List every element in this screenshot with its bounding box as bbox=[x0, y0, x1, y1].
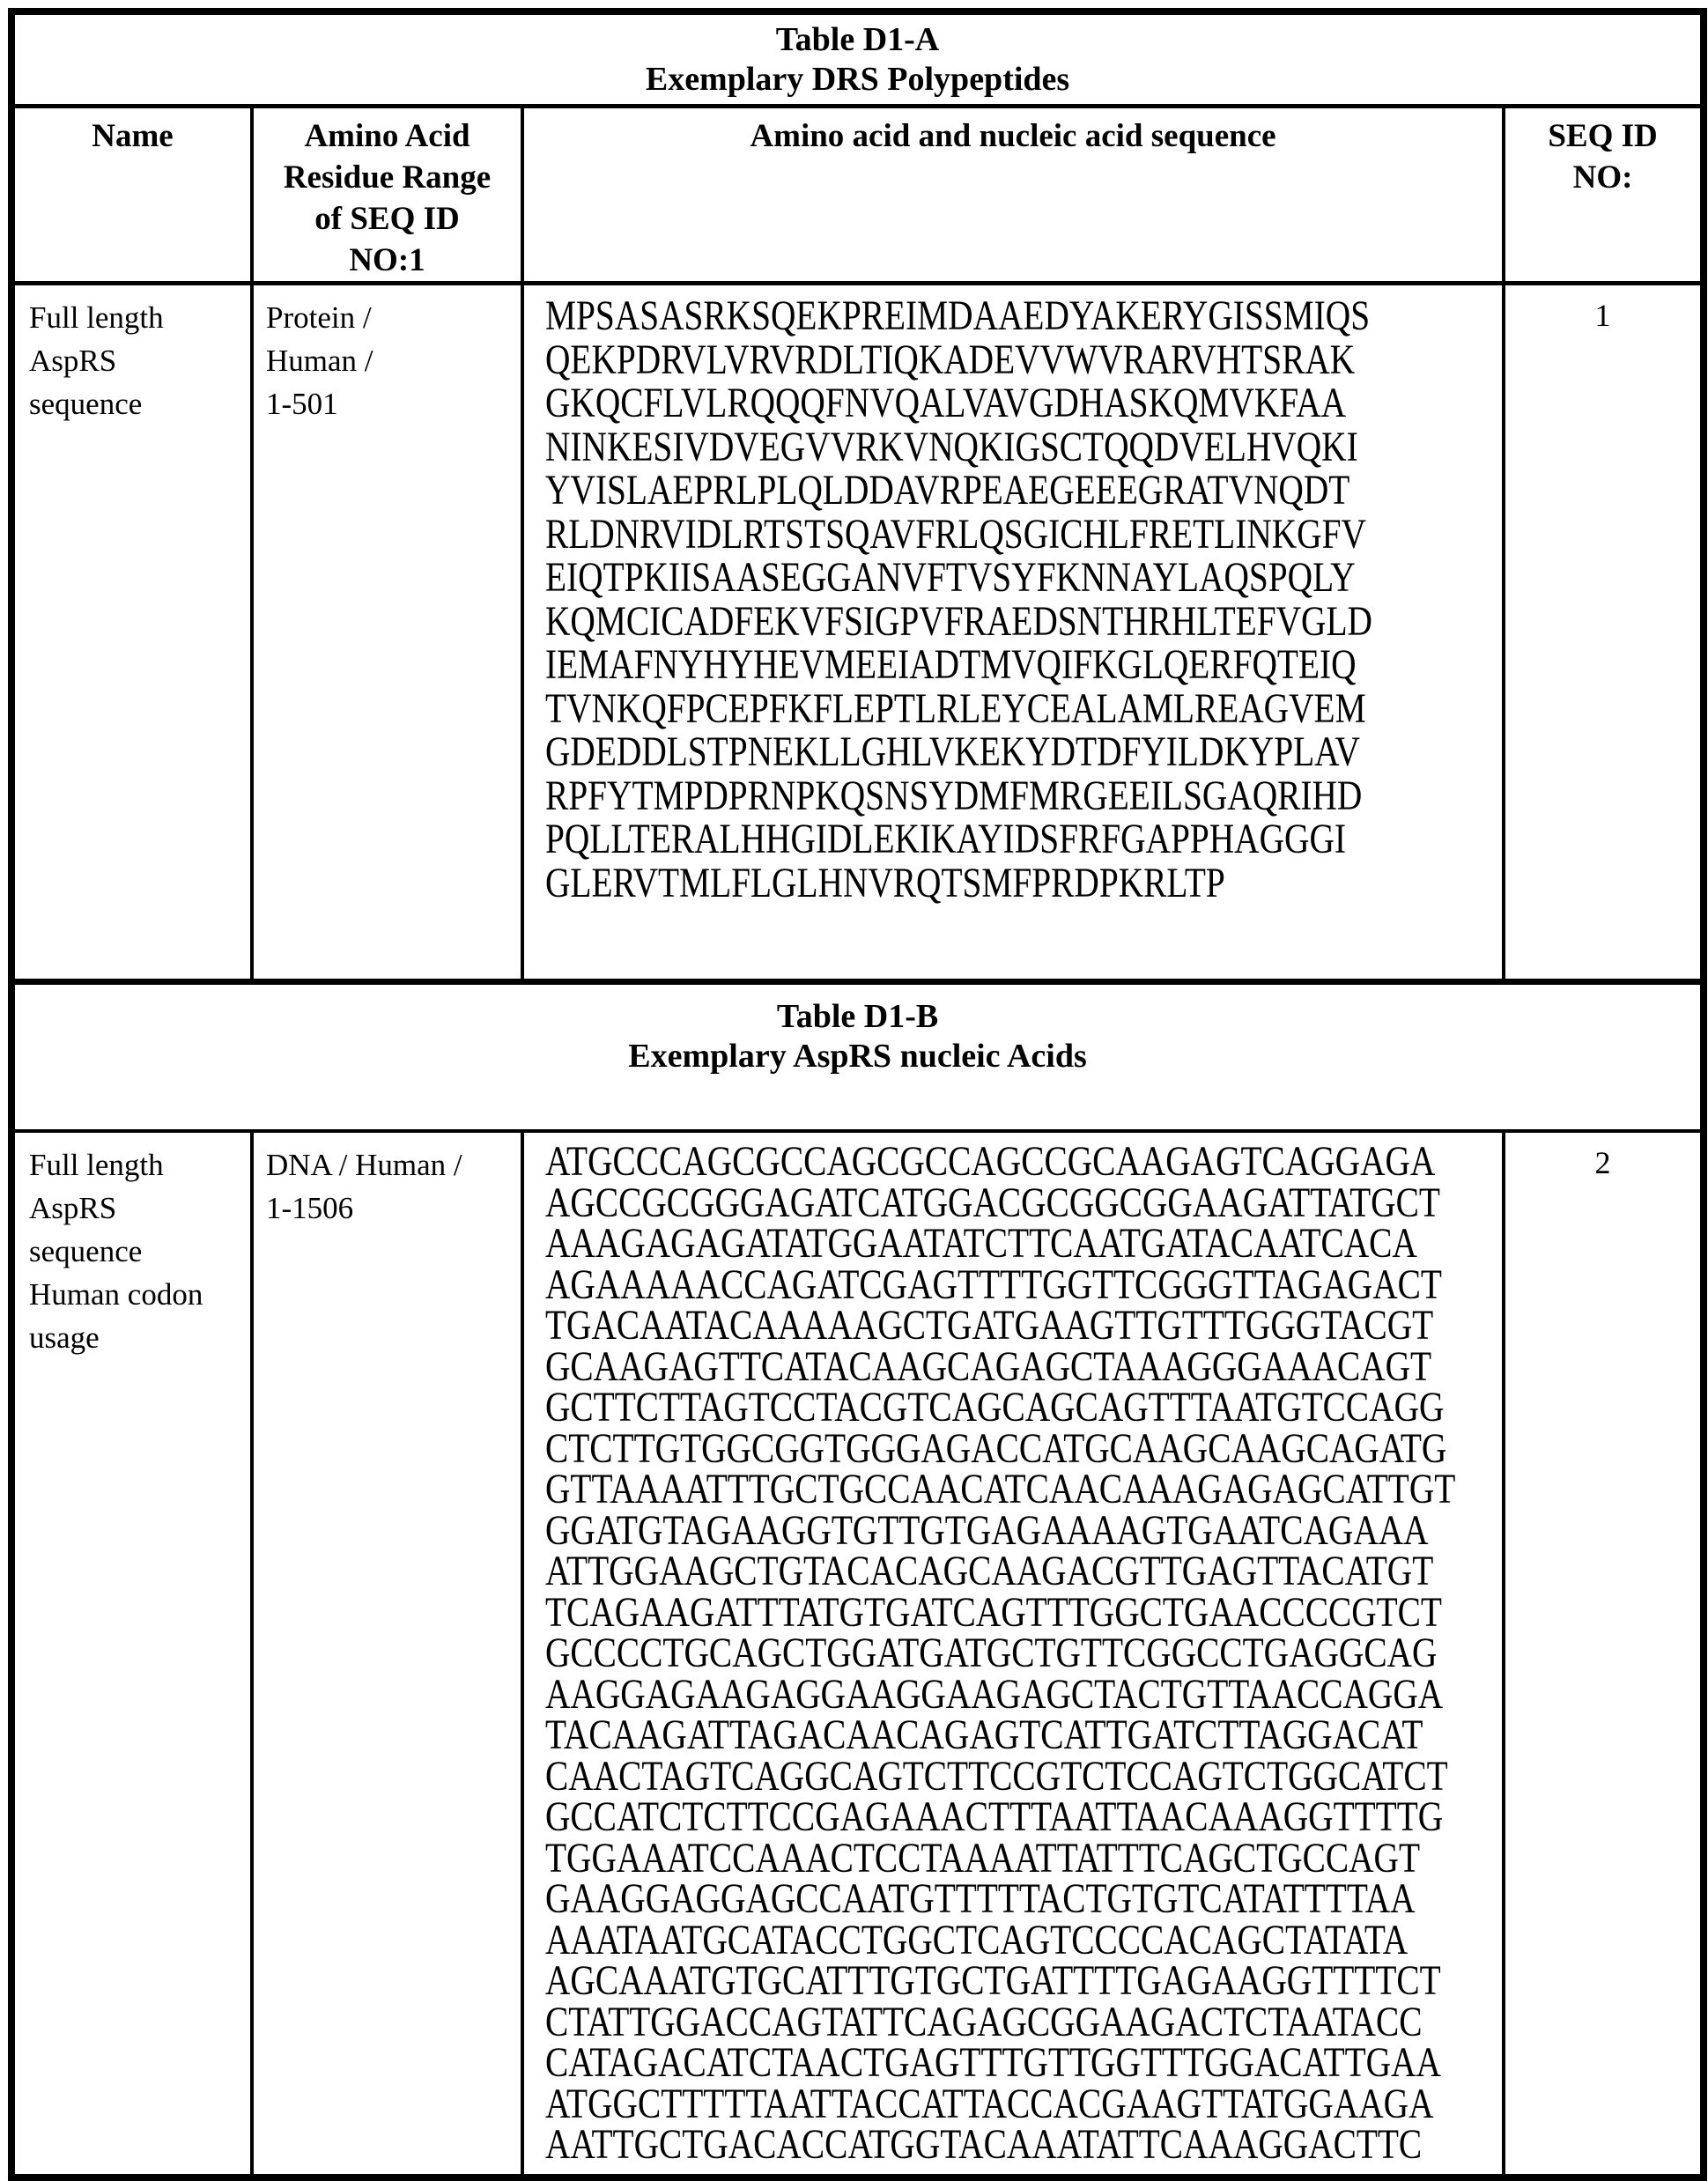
d1b-row-residue-range: DNA / Human / 1-1506 bbox=[252, 1131, 522, 2177]
d1b-row-sequence-cell bbox=[522, 1131, 1504, 2177]
table-d1b-data-row bbox=[11, 1131, 1704, 2177]
column-header-name: Name bbox=[11, 107, 252, 284]
d1a-row-seq-id-no: 1 bbox=[1504, 284, 1704, 982]
d1a-row-residue-range: Protein / Human / 1-501 bbox=[252, 284, 522, 982]
d1b-row-seq-id-no: 2 bbox=[1504, 1131, 1704, 2177]
table-d1b-title-cell bbox=[11, 982, 1704, 1132]
dna-sequence: ATGCCCAGCGCCAGCGCCAGCCGCAAGAGTCAGGAGA AGCCGCGGGAGATCATGGACGCGGCGGAAGATTATGCT AAAGAGAGATATGGAATATCTTCAATGATACAATCACA AGAAAAACCAGATCGAGTTTTGGTTCGGGTTAGAGACT TGACAATACAAAAAGCTGATGAAGTTGTTTGGGTACGT GCAAGAGTTCATACAAGCAGAGCTAAAGGGAAACAGT GCTTCTTAGTCCTACGTCAGCAGCAGTTTAATGTCCAGG CTCTTGTGGCGGTGGGAGACCATGCAAGCAAGCAGATG GTTAAAATTTGCTGCCAACATCAACAAAGAGAGCATTGT GGATGTAGAAGGTGTTGTGAGAAAAGTGAATCAGAAA ATTGGAAGCTGTACACAGCAAGACGTTGAGTTACATGT TCAGAAGATTTATGTGATCAGTTTGGCTGAACCCCGTCT GCCCCTGCAGCTGGATGATGCTGTTCGGCCTGAGGCAG AAGGAGAAGAGGAAGGAAGAGCTACTGTTAACCAGGA TACAAGATTAGACAACAGAGTCATTGATCTTAGGACAT CAACTAGTCAGGCAGTCTTCCGTCTCCAGTCTGGCATCT GCCATCTCTTCCGAGAAACTTTAATTAACAAAGGTTTTG TGGAAATCCAAACTCCTAAAATTATTTCAGCTGCCAGT GAAGGAGGAGCCAATGTTTTTACTGTGTCATATTTTAA AAATAATGCATACCTGGCTCAGTCCCCACAGCTATATA AGCAAATGTGCATTTGTGCTGATTTTGAGAAGGTTTTCT CTATTGGACCAGTATTCAGAGCGGAAGACTCTAATACC CATAGACATCTAACTGAGTTTGTTGGTTTGGACATTGAA ATGGCTTTTTAATTACCATTACCACGAAGTTATGGAAGA AATTGCTGACACCATGGTACAAATATTCAAAGGACTTC bbox=[545, 1138, 1456, 2168]
table-d1a-data-row bbox=[11, 284, 1704, 982]
column-header-seq-id: SEQ ID NO: bbox=[1504, 107, 1704, 284]
column-header-residue-range: Amino Acid Residue Range of SEQ ID NO:1 bbox=[252, 107, 522, 284]
protein-sequence: MPSASASRKSQEKPREIMDAAEDYAKERYGISSMIQS QEKPDRVLVRVRDLTIQKADEVVWVRARVHTSRAK GKQCFLVLRQQQFNVQALVAVGDHASKQMVKFAA NINKESIVDVEGVVRKVNQKIGSCTQQDVELHVQKI YVISLAEPRLPLQLDDAVRPEAEGEEEGRATVNQDT RLDNRVIDLRTSTSQAVFRLQSGICHLFRETLINKGFV EIQTPKIISAASEGGANVFTVSYFKNNAYLAQSPQLY KQMCICADFEKVFSIGPVFRAEDSNTHRHLTEFVGLD IEMAFNYHYHEVMEEIADTMVQIFKGLQERFQTEIQ TVNKQFPCEPFKFLEPTLRLEYCEALAMLREAGVEM GDEDDLSTPNEKLLGHLVKEKYDTDFYILDKYPLAV RPFYTMPDPRNPKQSNSYDMFMRGEEILSGAQRIHD PQLLTERALHHGIDLEKIKAYIDSFRFGAPPHAGGGI GLERVTMLFLGLHNVRQTSMFPRDPKRLTP bbox=[545, 292, 1372, 906]
column-header-row bbox=[11, 107, 1704, 284]
table-d1a-title-row bbox=[11, 11, 1704, 107]
table-d1a-title-cell bbox=[11, 11, 1704, 107]
d1b-row-name: Full length AspRS sequence Human codon usage bbox=[11, 1131, 252, 2177]
table-d1a-title: Table D1-A Exemplary DRS Polypeptides bbox=[645, 21, 1070, 98]
d1a-row-sequence-cell bbox=[522, 284, 1504, 982]
d1a-row-name: Full length AspRS sequence bbox=[11, 284, 252, 982]
sequence-table bbox=[8, 8, 1707, 2181]
table-d1b-subtitle: Exemplary AspRS nucleic Acids bbox=[628, 1038, 1087, 1075]
table-d1b-title-row bbox=[11, 982, 1704, 1132]
table-d1b-title: Table D1-B Exemplary AspRS nucleic Acids bbox=[628, 998, 1087, 1075]
column-header-sequence: Amino acid and nucleic acid sequence bbox=[522, 107, 1504, 284]
table-d1a-subtitle: Exemplary DRS Polypeptides bbox=[645, 61, 1070, 98]
